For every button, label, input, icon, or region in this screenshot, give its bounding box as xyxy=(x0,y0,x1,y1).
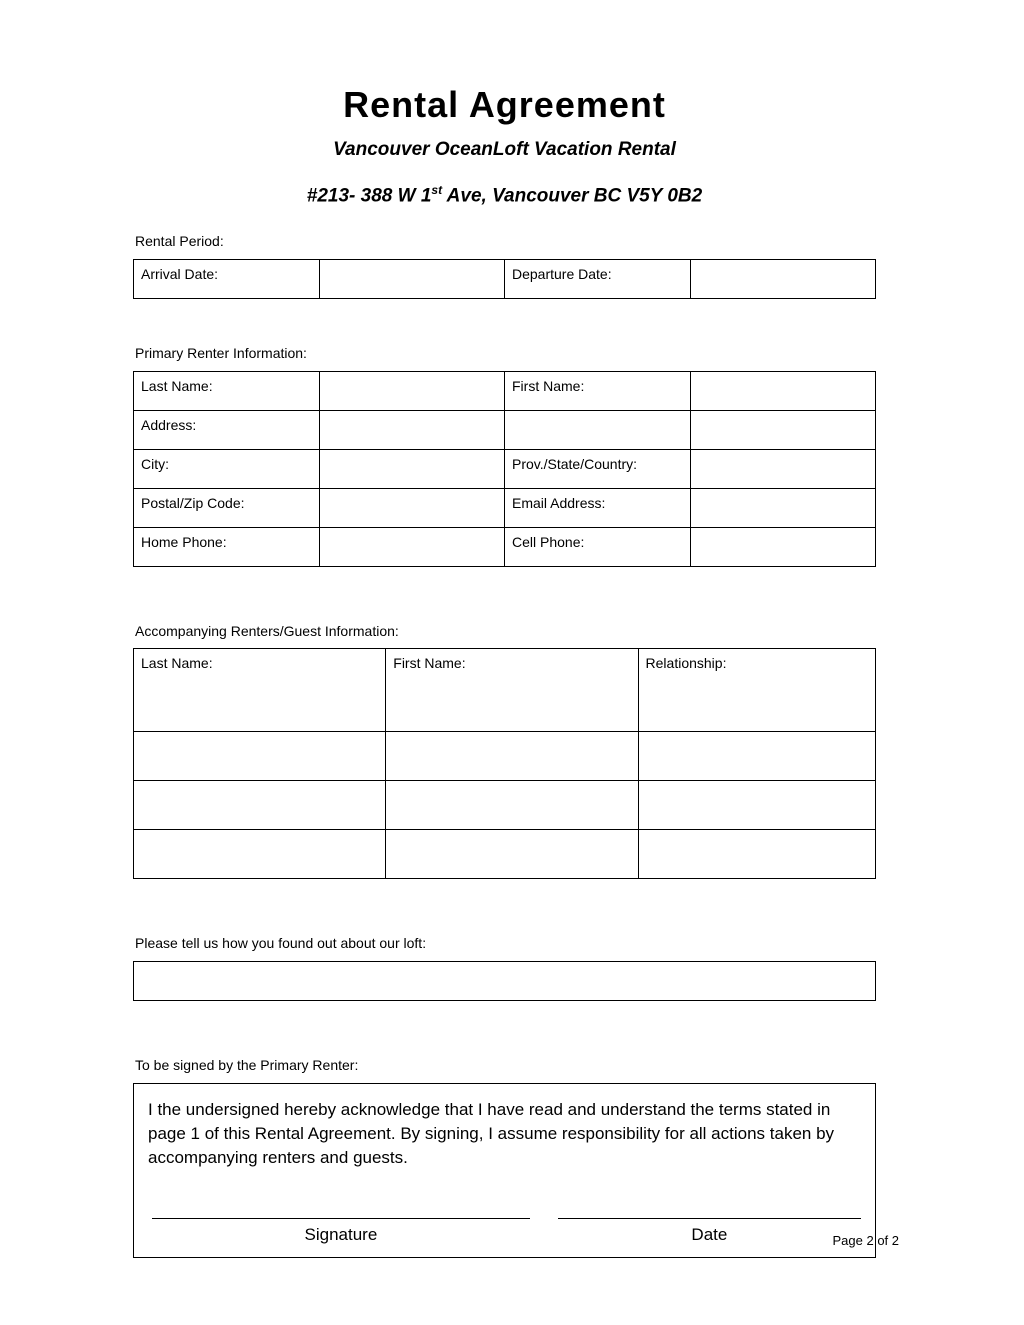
address-field[interactable] xyxy=(319,410,505,449)
email-field[interactable] xyxy=(690,488,876,527)
cell-phone-field[interactable] xyxy=(690,527,876,566)
guest-first-name-field[interactable] xyxy=(386,830,638,879)
first-name-field[interactable] xyxy=(690,371,876,410)
guest-relationship-field[interactable] xyxy=(638,732,875,781)
table-row xyxy=(134,259,876,298)
referral-label: Please tell us how you found out about our loft: xyxy=(135,935,427,952)
home-phone-field[interactable] xyxy=(319,527,505,566)
last-name-field[interactable] xyxy=(319,371,505,410)
first-name-label: First Name: xyxy=(505,371,691,410)
date-caption: Date xyxy=(691,1225,728,1245)
guest-last-name-field[interactable] xyxy=(134,732,386,781)
guests-label: Accompanying Renters/Guest Information: xyxy=(135,622,399,639)
guest-last-name-header: Last Name: xyxy=(134,649,386,732)
postal-code-label: Postal/Zip Code: xyxy=(134,488,320,527)
home-phone-label: Home Phone: xyxy=(134,527,320,566)
address-label: Address: xyxy=(134,410,320,449)
spacer xyxy=(133,299,876,345)
table-row xyxy=(134,830,876,879)
page-footer: Page 2 of 2 xyxy=(832,1233,899,1248)
arrival-date-field[interactable] xyxy=(319,259,505,298)
page-title: Rental Agreement xyxy=(343,84,666,125)
referral-field[interactable] xyxy=(133,961,876,1001)
table-row xyxy=(134,488,876,527)
table-row xyxy=(134,732,876,781)
guests-table xyxy=(133,648,876,879)
city-label: City: xyxy=(134,449,320,488)
table-row xyxy=(134,410,876,449)
signature-captions xyxy=(152,1225,861,1245)
signature-block xyxy=(133,1083,876,1258)
guest-relationship-field[interactable] xyxy=(638,830,875,879)
address-prefix: #213- 388 W 1 xyxy=(306,184,432,206)
rental-period-label: Rental Period: xyxy=(135,232,224,249)
document-content xyxy=(133,85,876,1258)
signature-statement: I the undersigned hereby acknowledge that I have read and understand the terms stated in page 1 of this Rental Agreement. By signing, I assume responsibility for all actions taken by accompanying renters and guests. xyxy=(148,1099,835,1168)
property-name: Vancouver OceanLoft Vacation Rental xyxy=(333,138,676,160)
departure-date-field[interactable] xyxy=(690,259,876,298)
guest-last-name-field[interactable] xyxy=(134,830,386,879)
signature-section-label: To be signed by the Primary Renter: xyxy=(135,1057,359,1074)
table-row xyxy=(134,527,876,566)
province-label: Prov./State/Country: xyxy=(505,449,691,488)
primary-renter-label: Primary Renter Information: xyxy=(135,344,307,361)
rental-period-table xyxy=(133,259,876,299)
address-extra-field[interactable] xyxy=(690,410,876,449)
cell-phone-label: Cell Phone: xyxy=(505,527,691,566)
signature-caption: Signature xyxy=(304,1225,378,1245)
postal-code-field[interactable] xyxy=(319,488,505,527)
property-address xyxy=(133,183,876,207)
guest-relationship-field[interactable] xyxy=(638,781,875,830)
spacer xyxy=(133,1001,876,1057)
signature-input-line[interactable] xyxy=(152,1200,530,1219)
city-field[interactable] xyxy=(319,449,505,488)
table-row xyxy=(134,449,876,488)
last-name-label: Last Name: xyxy=(134,371,320,410)
spacer xyxy=(133,879,876,935)
table-row xyxy=(134,649,876,732)
address-ordinal-suffix: st xyxy=(431,182,443,197)
guest-first-name-field[interactable] xyxy=(386,781,638,830)
table-row xyxy=(134,781,876,830)
guest-first-name-field[interactable] xyxy=(386,732,638,781)
province-field[interactable] xyxy=(690,449,876,488)
departure-date-label: Departure Date: xyxy=(505,259,691,298)
date-input-line[interactable] xyxy=(558,1200,861,1219)
email-label: Email Address: xyxy=(505,488,691,527)
spacer xyxy=(133,567,876,623)
guest-last-name-field[interactable] xyxy=(134,781,386,830)
signature-line-row xyxy=(152,1200,861,1219)
address-extra-label xyxy=(505,410,691,449)
guest-relationship-header: Relationship: xyxy=(638,649,875,732)
guest-first-name-header: First Name: xyxy=(386,649,638,732)
table-row xyxy=(134,371,876,410)
address-remainder: Ave, Vancouver BC V5Y 0B2 xyxy=(442,184,703,206)
primary-renter-table xyxy=(133,371,876,567)
arrival-date-label: Arrival Date: xyxy=(134,259,320,298)
